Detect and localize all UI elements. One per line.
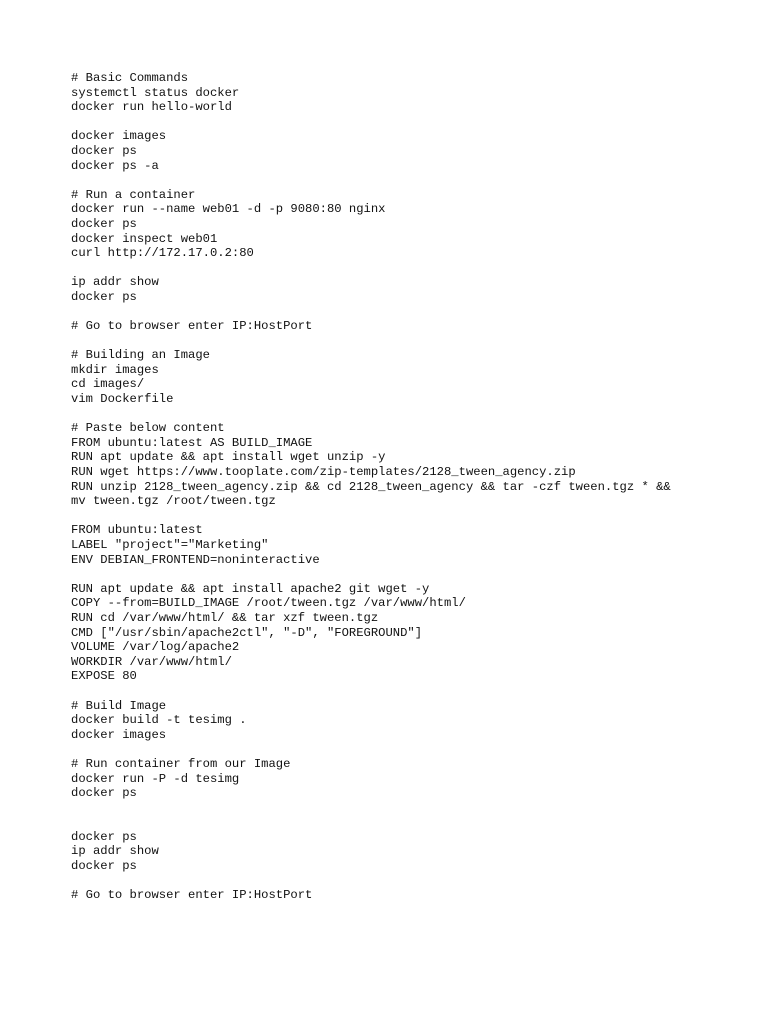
code-line: RUN apt update && apt install wget unzip -y — [71, 450, 386, 465]
code-line: docker inspect web01 — [71, 231, 218, 246]
code-line: docker run hello-world — [71, 100, 232, 115]
code-line: LABEL "project"="Marketing" — [71, 538, 269, 552]
blank-line — [71, 567, 751, 582]
code-line: docker ps — [71, 786, 137, 801]
blank-line — [71, 407, 751, 422]
code-line: VOLUME /var/log/apache2 — [71, 640, 240, 655]
blank-line — [71, 742, 751, 757]
code-line: cd images/ — [71, 377, 145, 392]
comment-line: # Basic Commands — [71, 71, 189, 85]
code-line: docker images — [71, 727, 167, 742]
code-line: docker ps — [71, 829, 137, 844]
code-line: WORKDIR /var/www/html/ — [71, 654, 232, 669]
code-line: systemctl status docker — [71, 85, 240, 100]
comment-line: # Building an Image — [71, 348, 210, 363]
comment-line: # Build Image — [71, 698, 167, 713]
code-line: docker ps -a — [71, 158, 159, 173]
code-line: FROM ubuntu:latest AS BUILD_IMAGE — [71, 435, 313, 450]
code-line: CMD ["/usr/sbin/apache2ctl", "-D", "FOREGROUND"] — [71, 625, 423, 640]
comment-line: # Go to browser enter IP:HostPort — [71, 888, 313, 903]
code-line: docker ps — [71, 143, 137, 158]
code-line: curl http://172.17.0.2:80 — [71, 246, 254, 261]
comment-line: # Go to browser enter IP:HostPort — [71, 319, 313, 334]
code-line: ip addr show — [71, 275, 159, 290]
code-line: EXPOSE 80 — [71, 669, 137, 684]
blank-line — [71, 874, 751, 889]
blank-line — [71, 261, 751, 276]
code-line: RUN cd /var/www/html/ && tar xzf tween.tgz — [71, 610, 379, 625]
code-line: docker ps — [71, 216, 137, 231]
code-line: vim Dockerfile — [71, 392, 174, 407]
blank-line — [71, 115, 751, 130]
code-line: RUN unzip 2128_tween_agency.zip && cd 2128_tween_agency && tar -czf tween.tgz * && — [71, 479, 671, 494]
code-line: docker run -P -d tesimg — [71, 771, 240, 786]
code-line: mkdir images — [71, 362, 159, 377]
code-line: docker ps — [71, 289, 137, 304]
blank-line — [71, 334, 751, 349]
code-line: docker images — [71, 129, 167, 144]
code-line: mv tween.tgz /root/tween.tgz — [71, 494, 276, 509]
code-line: ip addr show — [71, 844, 159, 859]
code-line: ENV DEBIAN_FRONTEND=noninteractive — [71, 552, 320, 567]
comment-line: # Run container from our Image — [71, 756, 291, 771]
code-line: FROM ubuntu:latest — [71, 523, 203, 538]
code-line: docker ps — [71, 859, 137, 874]
blank-line — [71, 801, 751, 816]
comment-line: # Run a container — [71, 187, 196, 202]
code-line: RUN wget https://www.tooplate.com/zip-templates/2128_tween_agency.zip — [71, 465, 576, 480]
blank-line — [71, 815, 751, 830]
code-line: docker run --name web01 -d -p 9080:80 nginx — [71, 202, 386, 217]
code-line: COPY --from=BUILD_IMAGE /root/tween.tgz /var/www/html/ — [71, 596, 466, 611]
comment-line: # Paste below content — [71, 421, 225, 436]
code-line: RUN apt update && apt install apache2 git wget -y — [71, 581, 430, 596]
blank-line — [71, 509, 751, 524]
blank-line — [71, 684, 751, 699]
blank-line — [71, 173, 751, 188]
blank-line — [71, 305, 751, 320]
document-page — [71, 71, 751, 903]
code-line: docker build -t tesimg . — [71, 713, 247, 728]
